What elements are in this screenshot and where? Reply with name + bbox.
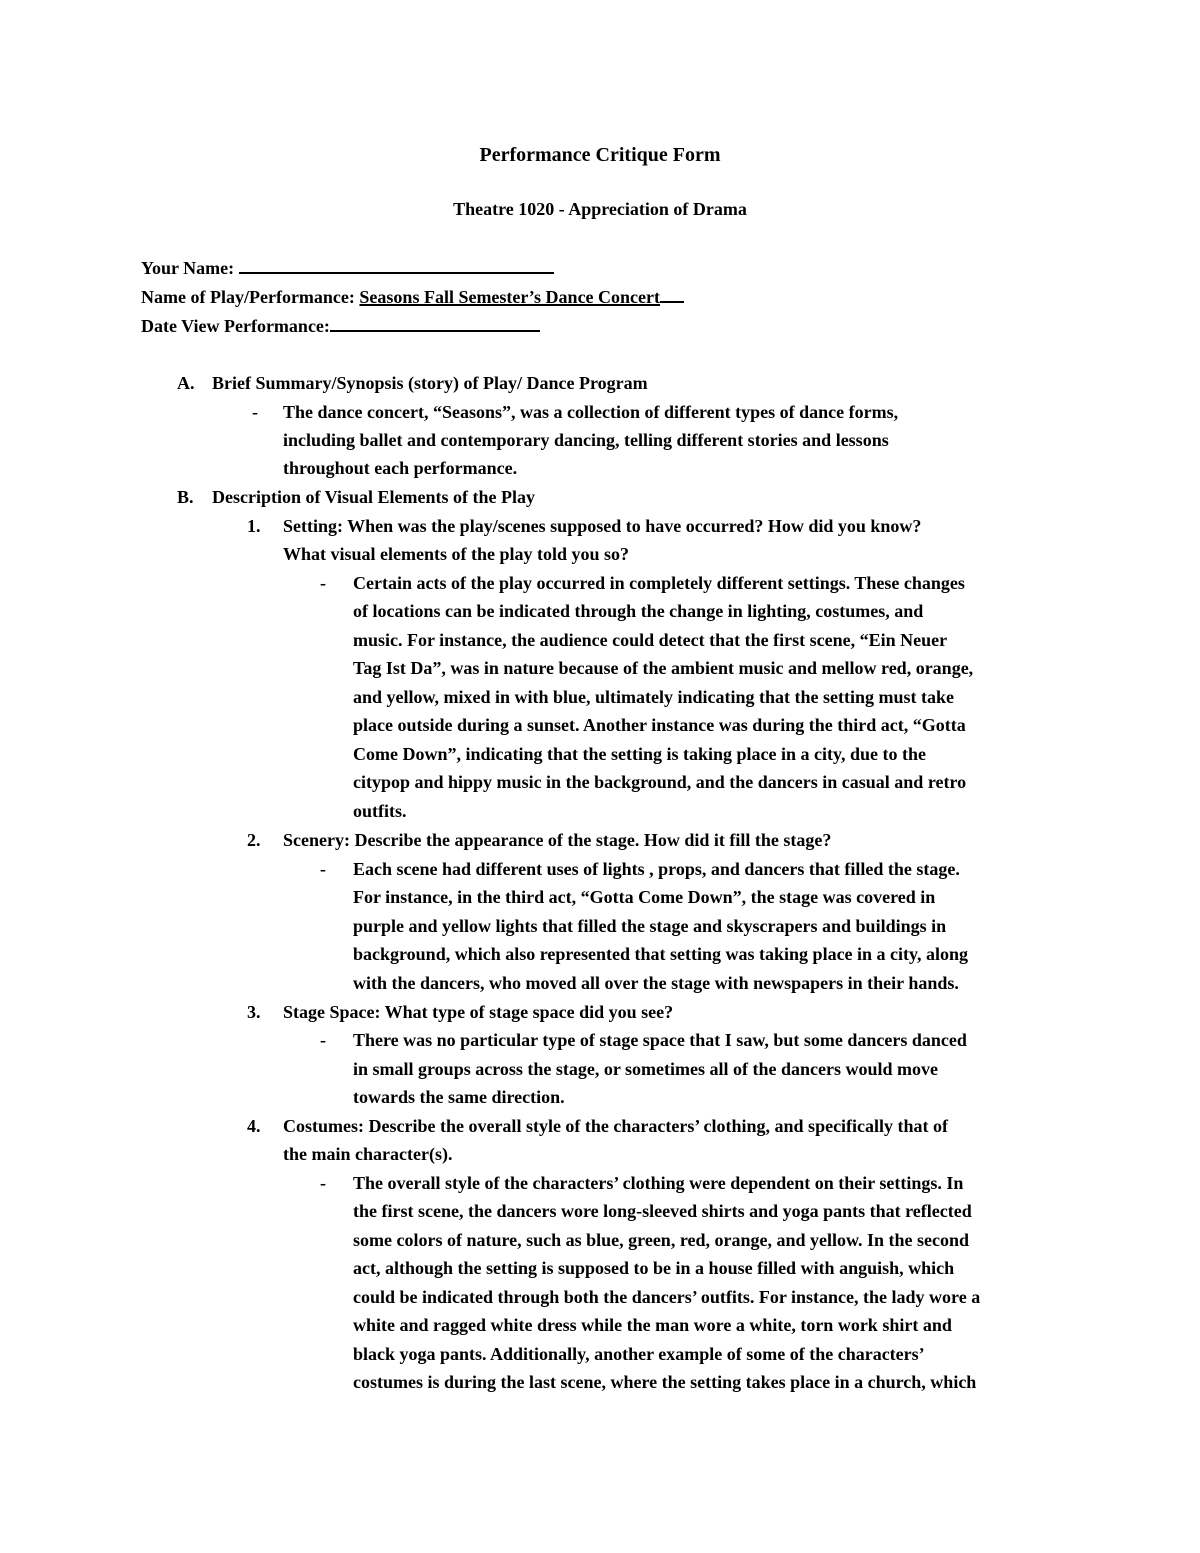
your-name-field — [141, 254, 554, 281]
answer-line: outfits. — [353, 801, 407, 821]
answer-line: with the dancers, who moved all over the stage with newspapers in their hands. — [353, 973, 959, 993]
question-2-marker: 2. — [247, 830, 261, 850]
your-name-blank — [239, 254, 554, 274]
question-line: Setting: When was the play/scenes supposed to have occurred? How did you know? — [283, 516, 922, 536]
date-viewed-blank — [330, 312, 540, 332]
answer-line: Tag Ist Da”, was in nature because of the ambient music and mellow red, orange, — [353, 658, 974, 678]
answer-line: Each scene had different uses of lights , props, and dancers that filled the stage. — [353, 859, 960, 879]
answer-line: costumes is during the last scene, where the setting takes place in a church, which — [353, 1372, 977, 1392]
answer-line: black yoga pants. Additionally, another example of some of the characters’ — [353, 1344, 925, 1364]
question-4-marker: 4. — [247, 1116, 261, 1136]
answer-line: Come Down”, indicating that the setting is taking place in a city, due to the — [353, 744, 927, 764]
answer-line: place outside during a sunset. Another instance was during the third act, “Gotta — [353, 715, 966, 735]
page-title: Performance Critique Form — [479, 144, 721, 166]
answer-line: in small groups across the stage, or sometimes all of the dancers would move — [353, 1059, 938, 1079]
section-b-heading: Description of Visual Elements of the Play — [212, 487, 535, 507]
play-name-label: Name of Play/Performance: — [141, 287, 355, 307]
answer-line: towards the same direction. — [353, 1087, 565, 1107]
section-a-marker: A. — [177, 373, 195, 393]
answer-line: white and ragged white dress while the man wore a white, torn work shirt and — [353, 1315, 952, 1335]
section-b-marker: B. — [177, 487, 194, 507]
your-name-label: Your Name: — [141, 258, 235, 278]
answer-line: some colors of nature, such as blue, green, red, orange, and yellow. In the second — [353, 1230, 970, 1250]
play-name-blank — [660, 283, 684, 303]
answer-line: Certain acts of the play occurred in completely different settings. These changes — [353, 573, 965, 593]
play-name-field — [141, 283, 684, 310]
answer-line: There was no particular type of stage space that I saw, but some dancers danced — [353, 1030, 967, 1050]
play-name-value: Seasons Fall Semester’s Dance Concert — [359, 287, 661, 307]
answer-line: background, which also represented that setting was taking place in a city, along — [353, 944, 969, 964]
answer-line: purple and yellow lights that filled the stage and skyscrapers and buildings in — [353, 916, 947, 936]
answer-line: could be indicated through both the dancers’ outfits. For instance, the lady wore a — [353, 1287, 981, 1307]
answer-line: act, although the setting is supposed to be in a house filled with anguish, which — [353, 1258, 955, 1278]
question-line: Scenery: Describe the appearance of the stage. How did it fill the stage? — [283, 830, 832, 850]
date-viewed-label: Date View Performance: — [141, 316, 330, 336]
section-a-dash: - — [252, 402, 258, 422]
course-subtitle: Theatre 1020 - Appreciation of Drama — [453, 199, 747, 219]
question-2-dash: - — [320, 859, 326, 879]
answer-line: The overall style of the characters’ clothing were dependent on their settings. In — [353, 1173, 964, 1193]
question-line: the main character(s). — [283, 1144, 453, 1164]
question-1-dash: - — [320, 573, 326, 593]
answer-line: and yellow, mixed in with blue, ultimately indicating that the setting must take — [353, 687, 955, 707]
date-viewed-field — [141, 312, 540, 339]
answer-line: The dance concert, “Seasons”, was a collection of different types of dance forms, — [283, 402, 899, 422]
answer-line: citypop and hippy music in the background, and the dancers in casual and retro — [353, 772, 967, 792]
answer-line: throughout each performance. — [283, 458, 518, 478]
question-3-marker: 3. — [247, 1002, 261, 1022]
question-1-marker: 1. — [247, 516, 261, 536]
question-line: Stage Space: What type of stage space did you see? — [283, 1002, 674, 1022]
answer-line: including ballet and contemporary dancing, telling different stories and lessons — [283, 430, 889, 450]
answer-line: For instance, in the third act, “Gotta Come Down”, the stage was covered in — [353, 887, 936, 907]
answer-line: the first scene, the dancers wore long-sleeved shirts and yoga pants that reflected — [353, 1201, 972, 1221]
question-line: What visual elements of the play told you so? — [283, 544, 630, 564]
answer-line: of locations can be indicated through the change in lighting, costumes, and — [353, 601, 924, 621]
section-a-heading: Brief Summary/Synopsis (story) of Play/ Dance Program — [212, 373, 648, 393]
answer-line: music. For instance, the audience could detect that the first scene, “Ein Neuer — [353, 630, 948, 650]
question-4-dash: - — [320, 1173, 326, 1193]
question-3-dash: - — [320, 1030, 326, 1050]
question-line: Costumes: Describe the overall style of the characters’ clothing, and specifically that of — [283, 1116, 949, 1136]
